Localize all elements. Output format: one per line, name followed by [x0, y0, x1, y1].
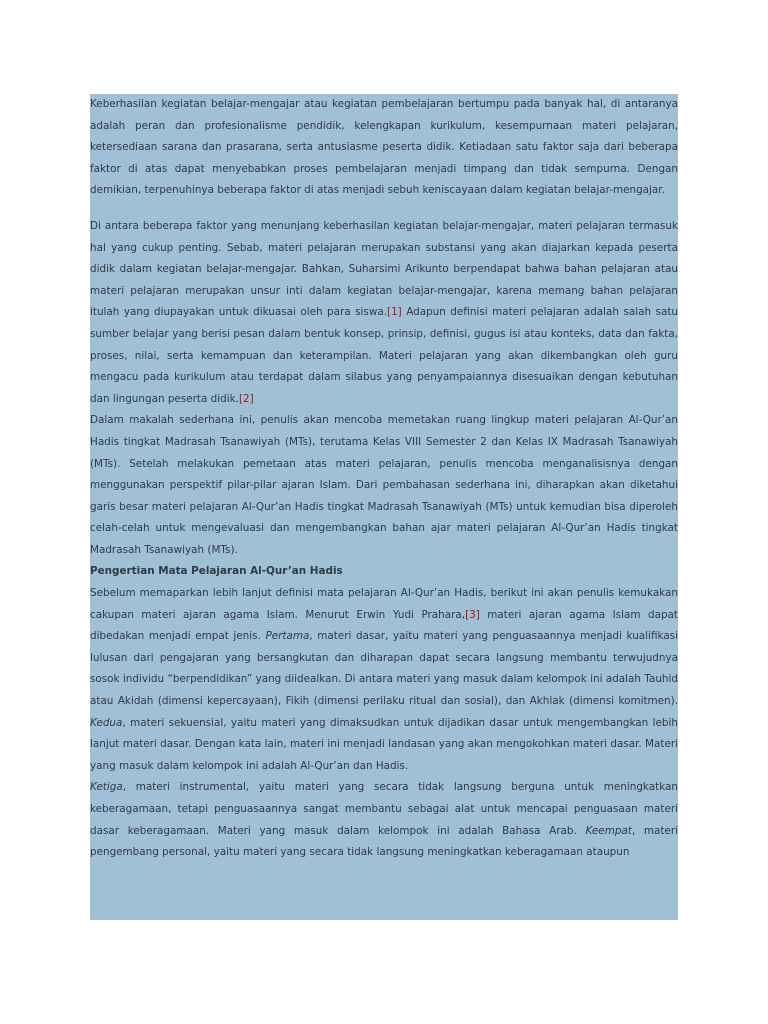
- section-heading: Pengertian Mata Pelajaran Al-Qur’an Hadis: [90, 565, 343, 578]
- paragraph-4-text-a: Sebelum memaparkan lebih lanjut definisi mata pelajaran Al-Qur’an Hadis, berikut ini akan penulis kemukakan cakupan materi ajaran agama Islam. Menurut Erwin Yudi Prahara,: [90, 587, 678, 621]
- term-pertama: Pertama: [265, 630, 310, 643]
- term-keempat: Keempat: [585, 824, 632, 837]
- term-kedua: Kedua: [90, 716, 123, 729]
- paragraph-3: [90, 410, 678, 561]
- selected-text-page: [90, 94, 678, 920]
- paragraph-1-text: Keberhasilan kegiatan belajar-mengajar atau kegiatan pembelajaran bertumpu pada banyak hal, di antaranya adalah peran dan profesionalisme pendidik, kelengkapan kurikulum, kesempurnaan materi pelajaran, ketersediaan sarana dan prasarana, serta antusiasme peserta didik. Ketiadaan satu faktor saja dari beberapa faktor di atas dapat menyebabkan proses pembelajaran menjadi timpang dan tidak sempurna. Dengan demikian, terpenuhinya beberapa faktor di atas menjadi sebuh keniscayaan dalam kegiatan belajar-mengajar.: [90, 98, 678, 197]
- paragraph-4: [90, 583, 678, 777]
- footnote-link-1[interactable]: [1]: [387, 306, 402, 319]
- document-body: [90, 94, 678, 864]
- footnote-link-3[interactable]: [3]: [465, 608, 480, 621]
- paragraph-2-text-a: Di antara beberapa faktor yang menunjang keberhasilan kegiatan belajar-mengajar, materi pelajaran termasuk hal yang cukup penting. Sebab, materi pelajaran merupakan substansi yang akan diajarkan kepada peserta didik dalam kegiatan belajar-mengajar. Bahkan, Suharsimi Arikunto berpendapat bahwa bahan pelajaran atau materi pelajaran merupakan unsur inti dalam kegiatan belajar-mengajar, karena memang bahan pelajaran itulah yang diupayakan untuk dikuasai oleh para siswa.: [90, 219, 678, 319]
- paragraph-5-text-a: , materi instrumental, yaitu materi yang secara tidak langsung berguna untuk meningkatkan keberagamaan, tetapi penguasaannya sangat membantu sebagai alat untuk mencapai penguasaan materi dasar keberagamaan. Materi yang masuk dalam kelompok ini adalah Bahasa Arab.: [90, 781, 678, 837]
- paragraph-4-text-b: materi ajaran agama Islam dapat dibedakan menjadi empat jenis.: [90, 608, 678, 643]
- paragraph-4-text-d: , materi sekuensial, yaitu materi yang dimaksudkan untuk dijadikan dasar untuk mengembangkan lebih lanjut materi dasar. Dengan kata lain, materi ini menjadi landasan yang akan mengokohkan materi dasar. Materi yang masuk dalam kelompok ini adalah Al-Qur’an dan Hadis.: [90, 716, 678, 772]
- paragraph-1: [90, 94, 678, 202]
- paragraph-2: [90, 216, 678, 410]
- paragraph-5-text-b: , materi pengembang personal, yaitu materi yang secara tidak langsung meningkatkan keberagamaan ataupun: [90, 824, 678, 859]
- paragraph-2-text-b: Adapun definisi materi pelajaran adalah salah satu sumber belajar yang berisi pesan dalam bentuk konsep, prinsip, definisi, gugus isi atau konteks, data dan fakta, proses, nilai, serta kemampuan dan keterampilan. Materi pelajaran yang akan dikembangkan oleh guru mengacu pada kurikulum atau terdapat dalam silabus yang penyampaiannya disesuaikan dengan kebutuhan dan lingungan peserta didik.: [90, 306, 678, 405]
- paragraph-5: [90, 777, 678, 863]
- term-ketiga: Ketiga: [90, 781, 123, 794]
- paragraph-4-text-c: , materi dasar, yaitu materi yang penguasaannya menjadi kualifikasi lulusan dari pengajaran yang bersangkutan dan diharapan dapat secara langsung membantu terwujudnya sosok individu “berpendidikan” yang diidealkan. Di antara materi yang masuk dalam kelompok ini adalah Tauhid atau Akidah (dimensi kepercayaan), Fikih (dimensi perilaku ritual dan sosial), dan Akhlak (dimensi komitmen).: [90, 630, 678, 708]
- paragraph-3-text: Dalam makalah sederhana ini, penulis akan mencoba memetakan ruang lingkup materi pelajaran Al-Qur’an Hadis tingkat Madrasah Tsanawiyah (MTs), terutama Kelas VIII Semester 2 dan Kelas IX Madrasah Tsanawiyah (MTs). Setelah melakukan pemetaan atas materi pelajaran, penulis mencoba menganalisisnya dengan menggunakan perspektif pilar-pilar ajaran Islam. Dari pembahasan sederhana ini, diharapkan akan diketahui garis besar materi pelajaran Al-Qur’an Hadis tingkat Madrasah Tsanawiyah (MTs) untuk kemudian bisa diperoleh celah-celah untuk mengevaluasi dan mengembangkan bahan ajar materi pelajaran Al-Qur’an Hadis tingkat Madrasah Tsanawiyah (MTs).: [90, 414, 678, 556]
- footnote-link-2[interactable]: [2]: [238, 392, 254, 405]
